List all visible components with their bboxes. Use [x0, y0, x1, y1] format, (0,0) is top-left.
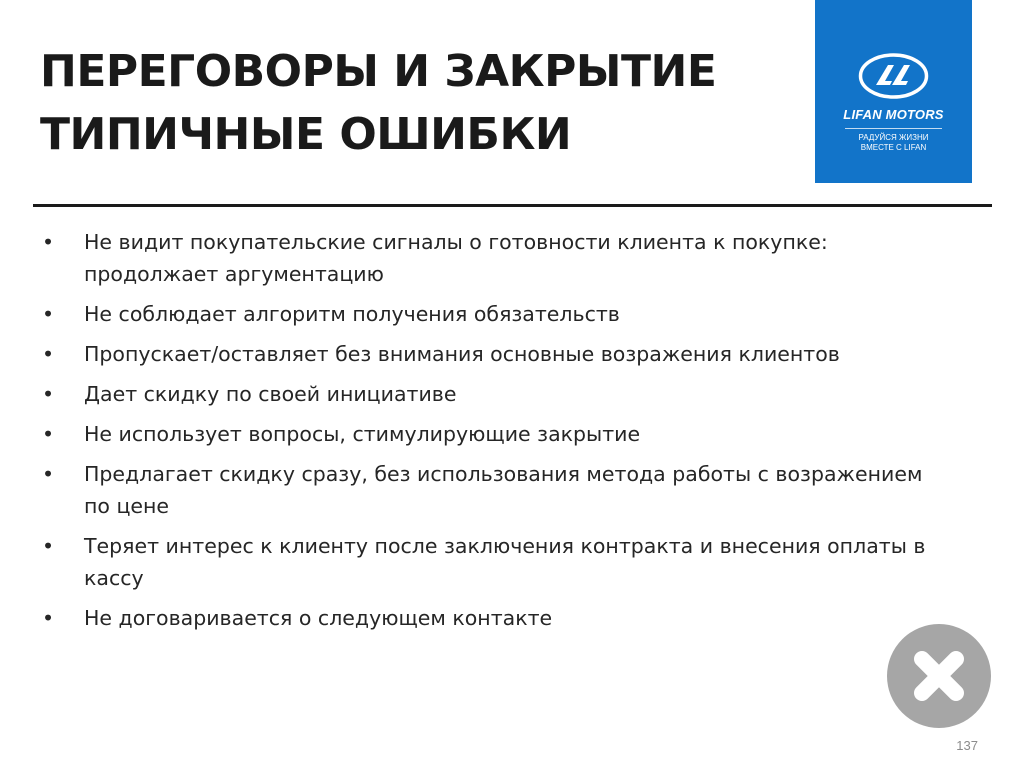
bullet-icon: • [42, 382, 55, 406]
list-item-text: Теряет интерес к клиенту после заключения контракта и внесения оплаты в кассу [84, 534, 926, 590]
bullet-icon: • [42, 230, 55, 254]
mistakes-list [42, 226, 942, 642]
list-item-text: Не договаривается о следующем контакте [84, 606, 553, 630]
list-item [42, 298, 942, 330]
list-item-text: Не соблюдает алгоритм получения обязательств [84, 302, 620, 326]
title-line: ПЕРЕГОВОРЫ И ЗАКРЫТИЕ [40, 46, 717, 97]
list-item [42, 378, 942, 410]
title-line: ТИПИЧНЫЕ ОШИБКИ [40, 109, 572, 160]
list-item [42, 226, 942, 290]
list-item [42, 458, 942, 522]
close-icon [887, 624, 991, 728]
slide-title [40, 40, 800, 166]
bullet-icon: • [42, 302, 55, 326]
bullet-icon: • [42, 606, 55, 630]
list-item-text: Не использует вопросы, стимулирующие закрытие [84, 422, 641, 446]
list-item-text: Пропускает/оставляет без внимания основные возражения клиентов [84, 342, 840, 366]
logo-divider [845, 128, 942, 129]
list-item [42, 418, 942, 450]
list-item-text: Предлагает скидку сразу, без использования метода работы с возражением по цене [84, 462, 923, 518]
close-button[interactable] [887, 624, 991, 728]
slogan-line: РАДУЙСЯ ЖИЗНИ [858, 133, 929, 142]
page-number: 137 [956, 738, 978, 753]
lifan-emblem-icon [857, 52, 930, 105]
list-item-text: Не видит покупательские сигналы о готовности клиента к покупке: продолжает аргументацию [84, 230, 828, 286]
logo-slogan [815, 133, 972, 153]
bullet-icon: • [42, 462, 55, 486]
slogan-line: ВМЕСТЕ С LIFAN [860, 143, 927, 152]
logo-brand: LIFAN MOTORS [843, 107, 944, 122]
bullet-icon: • [42, 342, 55, 366]
list-item [42, 530, 942, 594]
list-item [42, 602, 942, 634]
list-item [42, 338, 942, 370]
title-divider [33, 204, 992, 207]
lifan-logo [815, 0, 972, 183]
list-item-text: Дает скидку по своей инициативе [84, 382, 457, 406]
bullet-icon: • [42, 534, 55, 558]
bullet-icon: • [42, 422, 55, 446]
